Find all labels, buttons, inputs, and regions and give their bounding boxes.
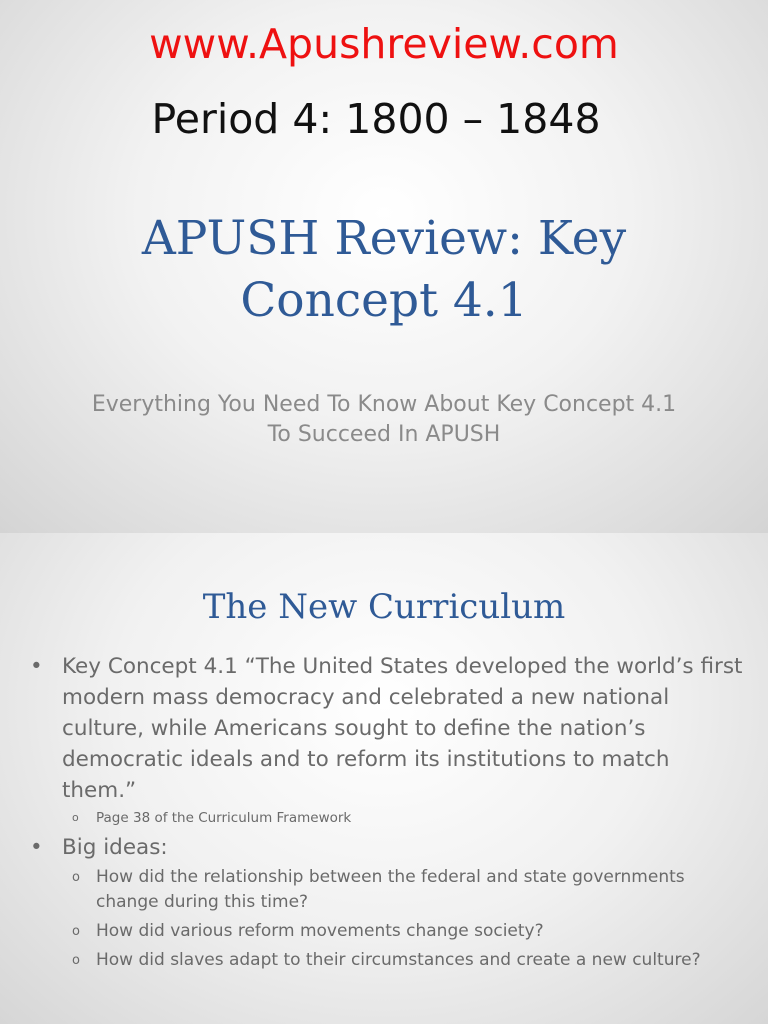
list-subitem [28,919,748,944]
list-item [28,651,748,806]
key-concept-quote: Key Concept 4.1 “The United States developed the world’s first modern mass democracy and celebrated a new national culture, while Americans sought to define the nation’s democratic ideals and to reform its institutions to match them.” [62,654,743,803]
list-item [28,832,748,863]
site-url: www.Apushreview.com [149,20,619,68]
sub-bullet-marker: o [72,870,80,885]
sub-bullet-marker: o [72,811,79,824]
bullet-marker: • [30,835,43,860]
list-subitem [28,808,748,828]
big-idea-text: How did the relationship between the federal and state governments change during this time? [96,867,685,912]
big-idea-text: How did slaves adapt to their circumstances and create a new culture? [96,950,701,970]
bullet-marker: • [30,654,43,679]
curriculum-slide [0,533,768,1024]
sub-bullet-marker: o [72,953,80,968]
curriculum-title: The New Curriculum [202,587,566,627]
period-heading: Period 4: 1800 – 1848 [151,95,601,143]
list-subitem [28,865,748,915]
slide-subtitle: Everything You Need To Know About Key Concept 4.1 To Succeed In APUSH [91,392,677,447]
bullet-list [28,651,748,977]
big-idea-text: How did various reform movements change society? [96,921,544,941]
sub-bullet-marker: o [72,924,80,939]
curriculum-reference: Page 38 of the Curriculum Framework [96,810,352,826]
big-ideas-label: Big ideas: [62,835,168,860]
list-subitem [28,948,748,973]
slide-title: APUSH Review: Key Concept 4.1 [141,211,627,328]
